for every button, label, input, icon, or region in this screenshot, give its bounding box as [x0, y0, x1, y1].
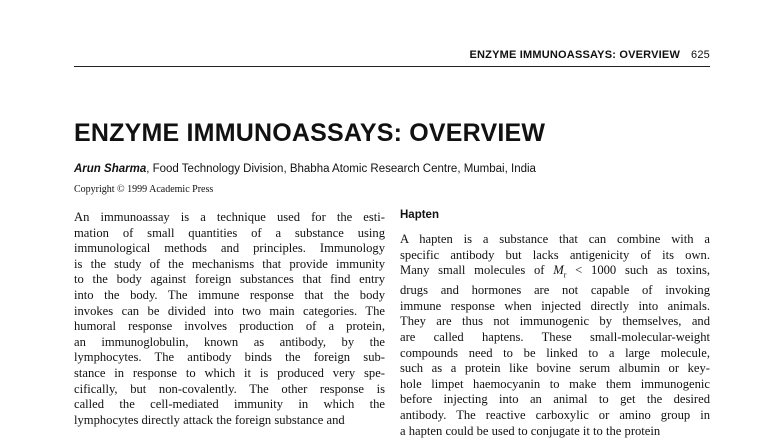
text-line: an immunoglobulin, known as antibody, by the: [74, 334, 385, 349]
text-line: They are thus not immunogenic by themselves, and: [400, 314, 710, 329]
text-line: mation of small quantities of a substance using: [74, 225, 385, 240]
text-line: drugs and hormones are not capable of invoking: [400, 283, 710, 298]
text-line: such as a protein like bovine serum albumin or key-: [400, 361, 710, 376]
text-line: are called haptens. These small-molecular-weight: [400, 330, 710, 345]
text-line: humoral response involves production of a protein,: [74, 319, 385, 334]
header-rule: [74, 66, 710, 67]
article-title: ENZYME IMMUNOASSAYS: OVERVIEW: [74, 119, 546, 147]
left-column-body: [74, 210, 385, 428]
text-line: stance in response to which it is produced very spe-: [74, 365, 385, 380]
text-line: called the cell-mediated immunity in which the: [74, 397, 385, 412]
text-line: An immunoassay is a technique used for the esti-: [74, 210, 385, 224]
text-line: lymphocytes directly attack the foreign substance and: [74, 412, 345, 427]
section-heading-hapten: Hapten: [400, 209, 439, 221]
author-name: Arun Sharma: [74, 163, 147, 175]
author-affiliation: , Food Technology Division, Bhabha Atomic Research Centre, Mumbai, India: [146, 163, 536, 175]
text-line: a hapten could be used to conjugate it to the protein: [400, 423, 661, 438]
right-column-body: [400, 232, 710, 439]
running-head: [469, 49, 710, 61]
text-line: before injecting into an animal to get the desired: [400, 392, 710, 407]
text-line: invokes can be divided into two main categories. The: [74, 303, 385, 318]
text-line: into the body. The immune response that the body: [74, 287, 385, 302]
text-line: immune response when injected directly into animals.: [400, 298, 710, 313]
text-line: A hapten is a substance that can combine with a: [400, 232, 710, 246]
page-number: 625: [691, 49, 710, 61]
text-line: hole limpet haemocyanin to make them immunogenic: [400, 376, 710, 391]
running-head-title: ENZYME IMMUNOASSAYS: OVERVIEW: [469, 49, 681, 61]
byline: [74, 163, 536, 175]
copyright-notice: Copyright © 1999 Academic Press: [74, 184, 214, 195]
text-line: compounds need to be linked to a large molecule,: [400, 345, 710, 360]
text-line: antibody. The reactive carboxylic or amino group in: [400, 408, 710, 423]
text-line: lymphocytes. The antibody binds the foreign sub-: [74, 350, 385, 365]
text-line: cifically, but non-covalently. The other response is: [74, 381, 385, 396]
text-line: specific antibody but lacks antigenicity of its own.: [400, 247, 710, 262]
text-line: immunological methods and principles. Immunology: [74, 241, 385, 256]
text-line: to the body against foreign substances that find entry: [74, 272, 385, 287]
text-line: is the study of the mechanisms that provide immunity: [74, 256, 385, 271]
text-line: Many small molecules of $M_r < 1000$ such as toxins,: [400, 263, 711, 280]
